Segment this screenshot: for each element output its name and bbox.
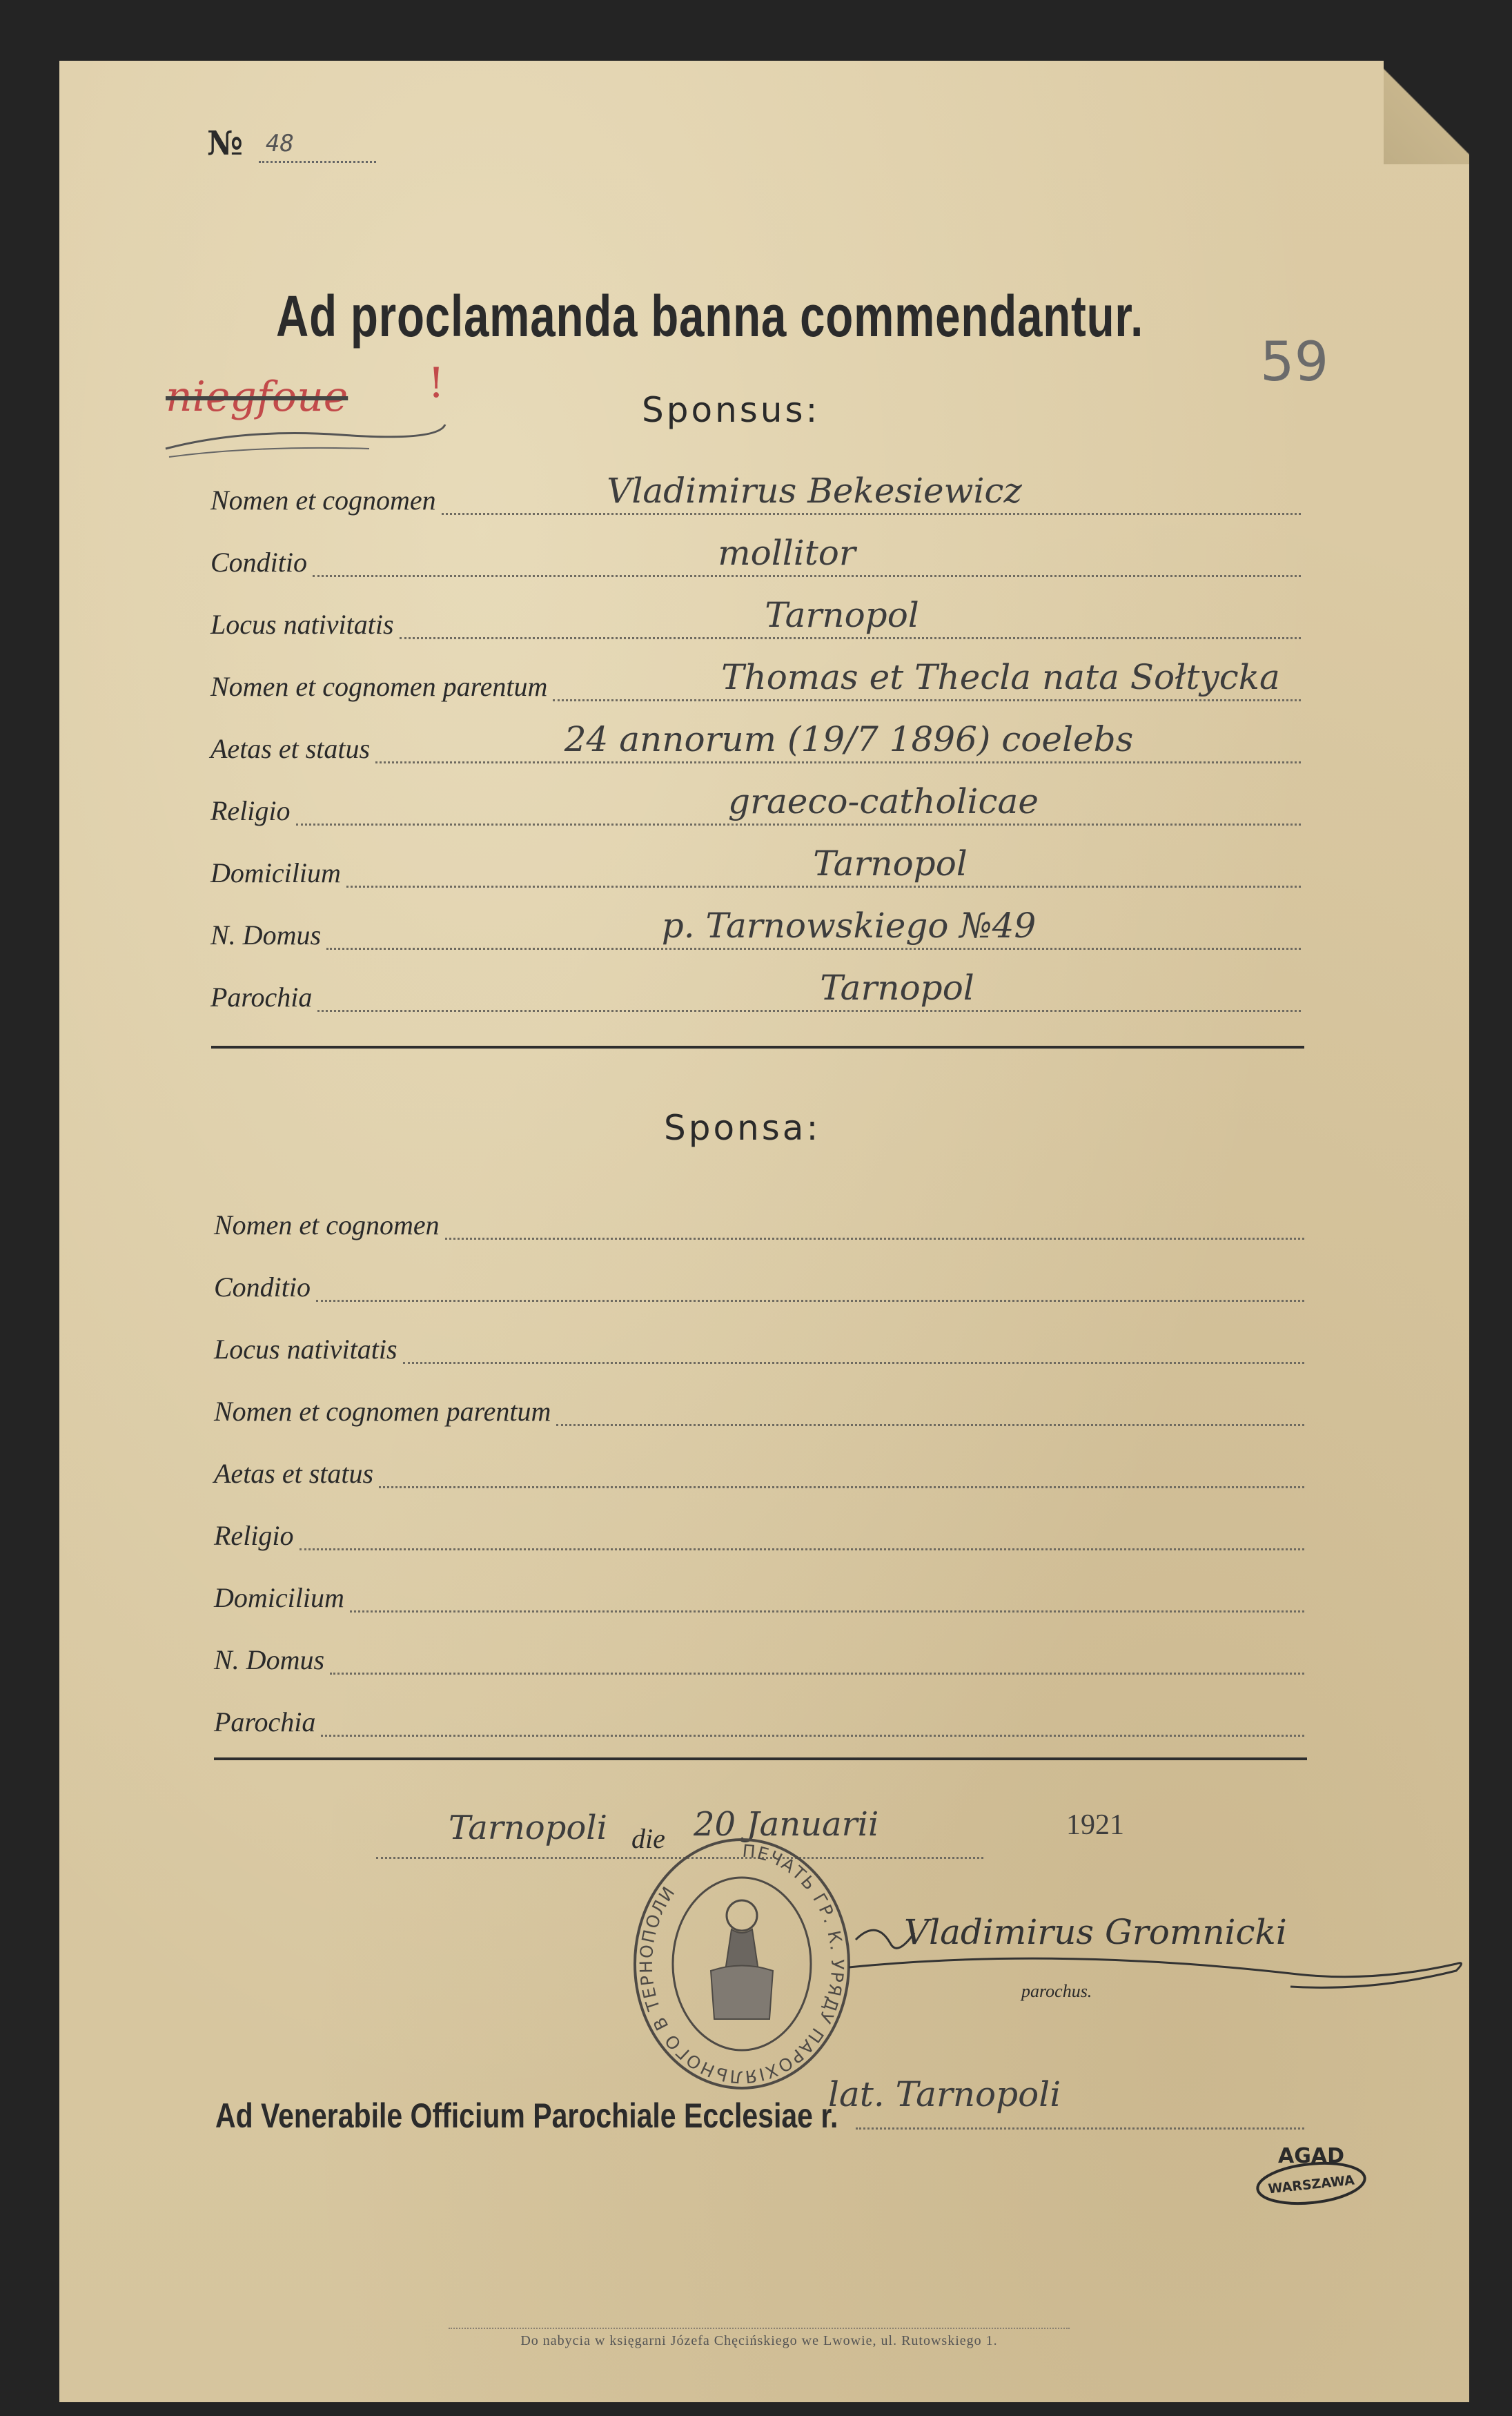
- sponsa-row: [214, 1512, 1304, 1553]
- sponsa-row: [214, 1387, 1304, 1429]
- sponsa-field-label: Aetas et status: [214, 1458, 374, 1489]
- number-dotted-line: [259, 161, 376, 163]
- svg-text:ПЕЧАТЬ ГР. К. УРЯДУ ПАРОХІЯЛЬН: ПЕЧАТЬ ГР. К. УРЯДУ ПАРОХІЯЛЬНОГО В ТЕРНОПОЛИ: [636, 1840, 848, 2087]
- sponsus-field-line[interactable]: [553, 699, 1301, 701]
- sponsus-field-label: Nomen et cognomen: [210, 485, 436, 516]
- sponsus-field-line[interactable]: [296, 824, 1301, 826]
- sponsa-field-line[interactable]: [556, 1424, 1304, 1426]
- date-year: 1921: [1066, 1809, 1124, 1841]
- document-title: Ad proclamanda banna commendantur.: [276, 284, 1144, 349]
- sponsus-field-value: 24 annorum (19/7 1896) coelebs: [564, 719, 1134, 759]
- sponsa-field-line[interactable]: [379, 1486, 1304, 1488]
- sponsa-field-line[interactable]: [316, 1300, 1304, 1302]
- sponsa-field-label: Nomen et cognomen: [214, 1209, 440, 1240]
- sponsus-field-label: Locus nativitatis: [210, 609, 394, 640]
- sponsa-row: [214, 1325, 1304, 1367]
- sponsa-field-label: Locus nativitatis: [214, 1334, 397, 1365]
- sponsa-row: [214, 1450, 1304, 1491]
- folded-corner: [1384, 61, 1469, 164]
- sponsus-field-value: p. Tarnowskiego №49: [661, 906, 1037, 946]
- sponsa-field-label: Domicilium: [214, 1582, 344, 1613]
- sponsa-row: [214, 1636, 1304, 1677]
- addressee-value: lat. Tarnopoli: [828, 2074, 1061, 2114]
- sponsus-row: [210, 657, 1301, 704]
- sponsa-row: [214, 1201, 1304, 1243]
- sponsa-field-line[interactable]: [350, 1610, 1304, 1613]
- sponsus-field-value: Tarnopol: [765, 595, 919, 635]
- sponsa-field-label: Conditio: [214, 1272, 311, 1303]
- date-die-label: die: [631, 1823, 665, 1854]
- date-place: Tarnopoli: [449, 1809, 607, 1847]
- sponsus-field-line[interactable]: [400, 637, 1301, 639]
- sponsus-field-value: Thomas et Thecla nata Sołtycka: [721, 657, 1280, 697]
- svg-text:WARSZAWA: WARSZAWA: [1267, 2172, 1355, 2197]
- sponsa-row: [214, 1698, 1304, 1740]
- sponsus-field-value: Vladimirus Bekesiewicz: [607, 471, 1022, 511]
- sponsus-row: [210, 906, 1301, 953]
- parish-seal-stamp: [628, 1833, 856, 2095]
- sponsa-field-line[interactable]: [445, 1238, 1304, 1240]
- sponsus-heading: Sponsus:: [642, 390, 821, 430]
- sponsa-row: [214, 1574, 1304, 1615]
- sponsa-field-label: N. Domus: [214, 1644, 325, 1675]
- sponsus-row: [210, 471, 1301, 518]
- sponsus-field-value: mollitor: [718, 533, 856, 573]
- sponsus-row: [210, 595, 1301, 642]
- sponsus-field-label: Aetas et status: [210, 733, 371, 764]
- sponsus-field-line[interactable]: [375, 761, 1301, 763]
- signature-text: Vladimirus Gromnicki: [904, 1912, 1287, 1952]
- agad-archive-stamp: [1249, 2136, 1373, 2212]
- sponsus-field-value: Tarnopol: [813, 844, 968, 884]
- sponsus-row: [210, 533, 1301, 580]
- sponsus-field-label: N. Domus: [210, 919, 322, 951]
- sponsa-row: [214, 1263, 1304, 1305]
- sponsa-field-label: Religio: [214, 1520, 294, 1551]
- sponsa-field-line[interactable]: [321, 1735, 1304, 1737]
- sponsus-field-line[interactable]: [442, 513, 1301, 515]
- sponsa-field-line[interactable]: [300, 1548, 1304, 1550]
- sponsus-row: [210, 719, 1301, 766]
- printer-note: Do nabycia w księgarni Józefa Chęcińskiego we Lwowie, ul. Rutowskiego 1.: [449, 2328, 1070, 2349]
- addressee-label: Ad Venerabile Officium Parochiale Ecclesiae r.: [215, 2096, 838, 2135]
- sponsus-field-value: Tarnopol: [820, 968, 974, 1008]
- addressee-dotted-line: [856, 2127, 1304, 2130]
- sponsa-heading: Sponsa:: [664, 1108, 821, 1148]
- sponsa-divider: [214, 1757, 1307, 1760]
- sponsus-field-line[interactable]: [313, 575, 1301, 577]
- signature-title: parochus.: [1021, 1981, 1092, 2001]
- sponsus-field-line[interactable]: [346, 886, 1301, 888]
- sponsus-field-label: Conditio: [210, 547, 308, 578]
- sponsus-row: [210, 844, 1301, 890]
- date-day-month: 20 Januarii: [694, 1805, 879, 1844]
- red-underline-scribble: [162, 414, 452, 462]
- sponsus-field-label: Nomen et cognomen parentum: [210, 671, 548, 702]
- sponsa-field-label: Parochia: [214, 1706, 316, 1737]
- number-label: №: [207, 124, 244, 163]
- sponsus-field-line[interactable]: [317, 1010, 1301, 1012]
- sponsus-divider: [211, 1046, 1304, 1049]
- number-value: 48: [266, 130, 294, 157]
- sponsa-field-line[interactable]: [403, 1362, 1304, 1364]
- red-crossed-note: niegfoue: [166, 373, 348, 421]
- sponsus-field-value: graeco-catholicae: [728, 781, 1039, 821]
- sponsa-field-line[interactable]: [330, 1673, 1304, 1675]
- sponsus-field-label: Religio: [210, 795, 291, 826]
- sponsus-field-line[interactable]: [326, 948, 1301, 950]
- red-exclamation: !: [428, 359, 445, 407]
- sponsus-field-label: Domicilium: [210, 857, 341, 888]
- sponsus-field-label: Parochia: [210, 982, 313, 1013]
- archive-number: 59: [1260, 331, 1329, 393]
- sponsus-row: [210, 968, 1301, 1015]
- svg-text:AGAD: AGAD: [1278, 2144, 1344, 2168]
- sponsa-field-label: Nomen et cognomen parentum: [214, 1396, 551, 1427]
- sponsus-row: [210, 781, 1301, 828]
